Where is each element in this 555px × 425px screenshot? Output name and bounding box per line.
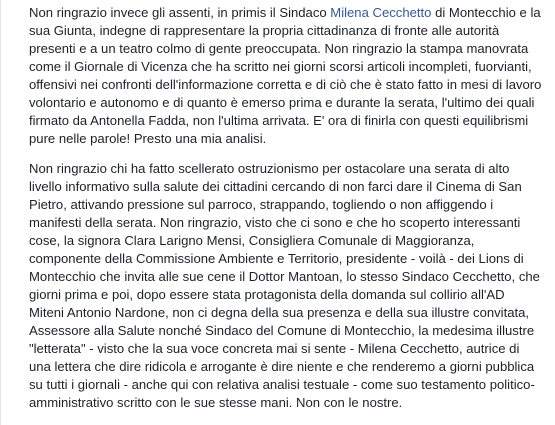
paragraph-2: Non ringrazio chi ha fatto scellerato ostruzionismo per ostacolare una serata di alto livello informativo sulla salute dei cittadini cercando di non farci dare il Cinema di San Pietro, attivando pressione sul parroco, strappando, togliendo o non affiggendo i manifesti della serata. Non ringrazio, visto che ci sono e che ho scoperto interessanti cose, la signora Clara Larigno Mensi, Consigliera Comunale di Maggioranza, componente della Commissione Ambiente e Territorio, presidente - voilà - dei Lions di Montecchio che invita alle sue cene il Dottor Mantoan, lo stesso Sindaco Cecchetto, che giorni prima e poi, dopo essere stata protagonista della domanda sul collirio all'AD Miteni Antonio Nardone, non ci degna della sua presenza e della sua illustre convitata, Assessore alla Salute nonché Sindaco del Comune di Montecchio, la medesima illustre "letterata" - visto che la sua voce concreta mai si sente - Milena Cecchetto, autrice di una lettera che dire ridicola e arrogante è dire niente e che renderemo a giorni pubblica su tutti i giornali - anche qui con relativa analisi testuale - come suo testamento politico-amministrativo scritto con le sue stesse mani. Non con le nostre. [29, 161, 540, 410]
paragraph-1-text-after: di Montecchio e la sua Giunta, indegne di rappresentare la propria cittadinanza di fronte alle autorità presenti e a un teatro colmo di gente preoccupata. Non ringrazio la stampa manovrata come il Giornale di Vicenza che ha scritto nei giorni scorsi articoli incompleti, fuorvianti, offensivi nei confronti dell'informazione corretta e di ciò che è stato fatto in mesi di lavoro volontario e autonomo e di quanto è emerso prima e durante la serata, l'ultimo dei quali firmato da Antonella Fadda, non l'ultima arrivata. E' ora di finirla con questi equilibrismi pure nelle parole! Presto una mia analisi. [29, 5, 542, 146]
paragraph-1 [29, 4, 543, 148]
mention-link-milena-cecchetto[interactable]: Milena Cecchetto [330, 5, 432, 20]
paragraph-1-text-before: Non ringrazio invece gli assenti, in primis il Sindaco [29, 5, 331, 20]
